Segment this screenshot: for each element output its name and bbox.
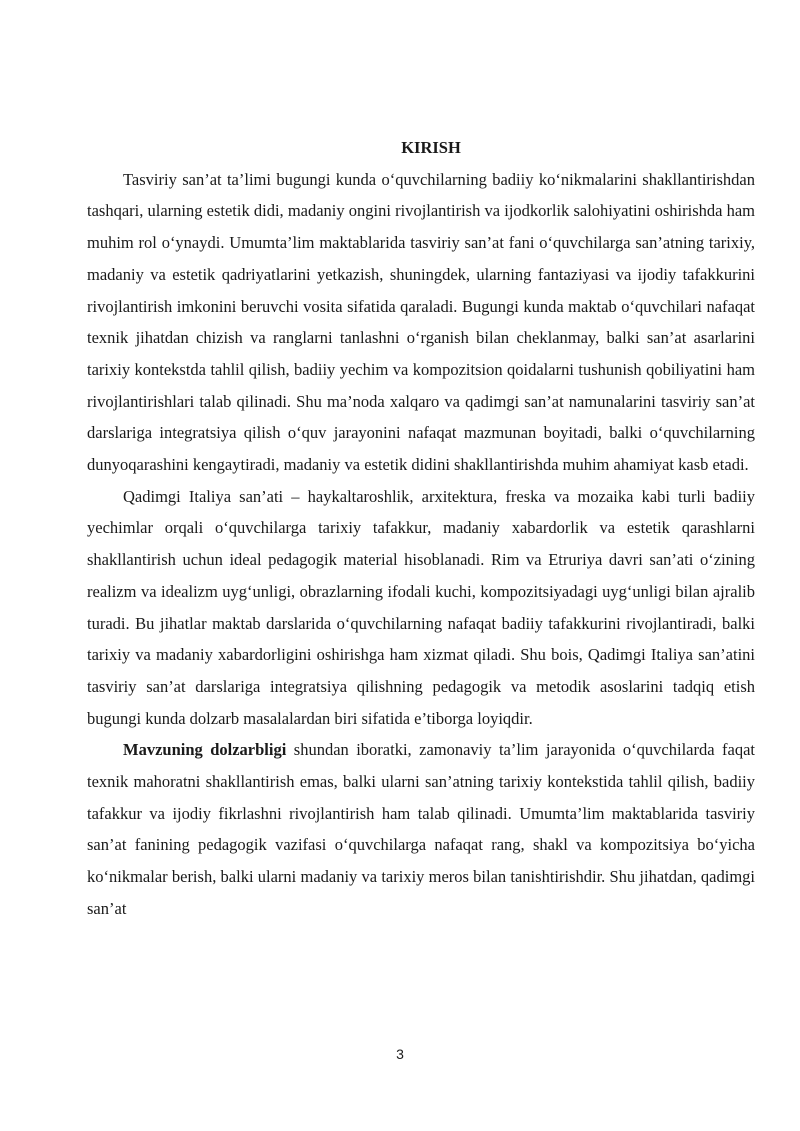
page-number: 3 bbox=[396, 1046, 404, 1062]
paragraph-text: Tasviriy san’at ta’limi bugungi kunda o‘quvchilarning badiiy ko‘nikmalarini shakllantirishdan tashqari, ularning estetik didi, madaniy ongini rivojlantirish va ijodkorlik salohiyatini oshirishda ham muhim rol o‘ynaydi. Umumta’lim maktablarida tasviriy san’at fani o‘quvchilarga san’atning tarixiy, madaniy va estetik qadriyatlarini yetkazish, shuningdek, ularning fantaziyasi va ijodiy tafakkurini rivojlantirish imkonini beruvchi vosita sifatida qaraladi. Bugungi kunda maktab o‘quvchilari nafaqat texnik jihatdan chizish va ranglarni tanlashni o‘rganish bilan cheklanmay, balki san’at asarlarini tarixiy kontekstda tahlil qilish, badiiy yechim va kompozitsion qoidalarni tushunish qobiliyatini ham rivojlantirishlari talab qilinadi. Shu ma’noda xalqaro va qadimgi san’at namunalarini tasviriy san’at darslariga integratsiya qilish o‘quv jarayonini nafaqat mazmunan boyitadi, balki o‘quvchilarning dunyoqarashini kengaytiradi, madaniy va estetik didini shakllantirishda muhim ahamiyat kasb etadi. bbox=[87, 169, 755, 475]
paragraph-introduction bbox=[87, 164, 755, 481]
paragraph-lead-bold: Mavzuning dolzarbligi bbox=[123, 740, 287, 760]
paragraph-text: shundan iboratki, zamonaviy ta’lim jarayonida o‘quvchilarda faqat texnik mahoratni shakllantirish emas, balki ularni san’atning tarixiy kontekstida tahlil qilish, badiiy tafakkur va ijodiy fikrlashni rivojlantirish ham talab qilinadi. Umumta’lim maktablarida tasviriy san’at fanining pedagogik vazifasi o‘quvchilarga nafaqat rang, shakl va kompozitsiya bo‘yicha ko‘nikmalar berish, balki ularni madaniy va tarixiy meros bilan tanishtirishdir. Shu jihatdan, qadimgi san’at bbox=[87, 740, 755, 918]
paragraph-relevance bbox=[87, 734, 755, 924]
paragraph-italian-art bbox=[87, 481, 755, 735]
page-title: KIRISH bbox=[401, 138, 461, 157]
paragraph-text: Qadimgi Italiya san’ati – haykaltaroshlik, arxitektura, freska va mozaika kabi turli badiiy yechimlar orqali o‘quvchilarga tarixiy tafakkur, madaniy xabardorlik va estetik qarashlarni shakllantirish uchun ideal pedagogik material hisoblanadi. Rim va Etruriya davri san’ati o‘zining realizm va idealizm uyg‘unligi, obrazlarning ifodali kuchi, kompozitsiyadagi uyg‘unligi bilan ajralib turadi. Bu jihatlar maktab darslarida o‘quvchilarning nafaqat badiiy tafakkurini rivojlantiradi, balki tarixiy va madaniy xabardorligini oshirishga ham xizmat qiladi. Shu bois, Qadimgi Italiya san’atini tasviriy san’at darslariga integratsiya qilishning pedagogik va metodik asoslarini tadqiq etish bugungi kunda dolzarb masalalardan biri sifatida e’tiborga loyiqdir. bbox=[87, 486, 755, 728]
body-text bbox=[87, 132, 755, 925]
